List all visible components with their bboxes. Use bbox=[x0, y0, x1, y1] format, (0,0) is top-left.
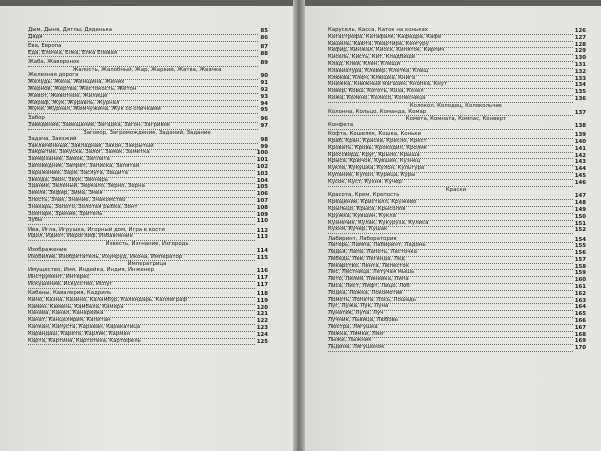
entry-page-number: 120 bbox=[256, 304, 268, 311]
entry-text: Книжка, Книжный магазин, Кнопка, Кнут bbox=[328, 81, 573, 89]
entry-page-number: 170 bbox=[574, 345, 586, 352]
entry-text: Знахарь, Золото, Золотая рыбка, Зонт bbox=[28, 204, 255, 212]
entry-page-number: 166 bbox=[574, 318, 586, 325]
entry-text: Кружка, Кувшин, Кукла bbox=[328, 213, 573, 221]
entry-page-number: 138 bbox=[574, 123, 586, 130]
index-entry bbox=[28, 339, 268, 346]
entry-page-number: 162 bbox=[574, 290, 586, 297]
entry-page-number: 158 bbox=[574, 263, 586, 270]
entry-text: Льдина, Лягушонок bbox=[328, 344, 573, 352]
entry-page-number: 161 bbox=[574, 284, 586, 291]
entry-text: Кабаны, Кавалерия, Кадриль bbox=[28, 290, 255, 298]
entry-page-number: 150 bbox=[574, 213, 586, 220]
entry-text: Дым, Дыня, Дятлы, Дяденька bbox=[28, 27, 258, 35]
entry-text: Лабиринт, Лаборатория bbox=[328, 236, 573, 244]
entry-text: Ковер, Ковш, Коготь, Коза, Козел bbox=[328, 88, 573, 96]
entry-page-number: 147 bbox=[574, 193, 586, 200]
entry-page-number: 164 bbox=[574, 304, 586, 311]
entry-text: Купание, Купол, Курица, Куры bbox=[328, 172, 573, 180]
entry-text: Крыса, Крючок, Кувшин, Кузнец bbox=[328, 158, 573, 166]
entry-page-number: 148 bbox=[574, 200, 586, 207]
entry-page-number: 97 bbox=[260, 123, 268, 130]
index-letter-group bbox=[328, 237, 586, 353]
entry-page-number: 141 bbox=[574, 145, 586, 152]
entry-page-number: 124 bbox=[256, 331, 268, 338]
entry-page-number: 89 bbox=[260, 59, 268, 66]
entry-text: Крыльцо, Крыса, Крысолов bbox=[328, 206, 573, 214]
entry-text: Кашель, Каюта, Квартира, Кенгуру bbox=[328, 41, 573, 49]
entry-page-number: 96 bbox=[260, 116, 268, 123]
entry-page-number: 133 bbox=[574, 75, 586, 82]
entry-page-number: 139 bbox=[574, 132, 586, 139]
entry-text: Колокол, Колодец, Колокольчик bbox=[409, 102, 503, 109]
entry-text: Луг, Лужа, Лук, Луна bbox=[328, 303, 573, 311]
entry-page-number: 169 bbox=[574, 338, 586, 345]
entry-page-number: 94 bbox=[260, 100, 268, 107]
entry-text: Клюква, Ключ, Клюшка, Книга bbox=[328, 75, 573, 83]
left-page bbox=[0, 6, 296, 451]
entry-text: Ляжка, Лямки, Лязг bbox=[328, 331, 573, 339]
entry-page-number: 168 bbox=[574, 331, 586, 338]
index-entry bbox=[28, 255, 268, 262]
entry-text: Ладья, Лапа, Лапоть, Ласточка bbox=[328, 249, 573, 257]
entry-page-number: 128 bbox=[574, 41, 586, 48]
entry-page-number: 156 bbox=[574, 250, 586, 257]
index-entry bbox=[28, 218, 268, 225]
entry-text: Изобилие, Изобретатель, Изумруд, Икона, Император bbox=[28, 254, 255, 262]
entry-page-number: 91 bbox=[260, 80, 268, 87]
entry-page-number: 109 bbox=[256, 211, 268, 218]
entry-text: Железная дорога bbox=[28, 72, 258, 80]
entry-page-number: 106 bbox=[256, 191, 268, 198]
entry-text: Зубы bbox=[28, 217, 255, 225]
entry-page-number: 85 bbox=[260, 28, 268, 34]
entry-page-number: 152 bbox=[574, 227, 586, 234]
entry-page-number: 134 bbox=[574, 82, 586, 89]
entry-text: Еда, Ёлочка, Ёлка, Ёлка Еловая bbox=[28, 50, 258, 58]
entry-page-number: 114 bbox=[256, 247, 268, 254]
entry-page-number: 125 bbox=[256, 338, 268, 345]
index-letter-group bbox=[328, 28, 586, 130]
index-entry bbox=[28, 282, 268, 289]
entry-text: Кровать, Кровь, Крокодил, Кролик bbox=[328, 145, 573, 153]
entry-page-number: 92 bbox=[260, 86, 268, 93]
entry-page-number: 123 bbox=[256, 324, 268, 331]
entry-text: Жаба, Жаворонок bbox=[28, 59, 258, 67]
entry-page-number: 135 bbox=[574, 89, 586, 96]
entry-text: Задача, Заезжий bbox=[28, 136, 258, 144]
entry-text: Лебедь, Лев, Легенда, Лед bbox=[328, 256, 573, 264]
entry-text: Лагерь, Лампа, Лабиринт, Ладонь bbox=[328, 242, 573, 250]
entry-page-number: 130 bbox=[574, 55, 586, 62]
entry-page-number: 165 bbox=[574, 311, 586, 318]
entry-text: Искушение, Искусство, Испуг bbox=[28, 281, 255, 289]
entry-text: Лето, Лилия, Линейка, Липа bbox=[328, 276, 573, 284]
entry-page-number: 157 bbox=[574, 256, 586, 263]
entry-text: Карта, Картина, Картотека, Картофель bbox=[28, 338, 255, 346]
entry-page-number: 95 bbox=[260, 107, 268, 114]
entry-text: Зоопарк, Зрение, Зритель bbox=[28, 211, 255, 219]
entry-page-number: 155 bbox=[574, 243, 586, 250]
entry-page-number: 110 bbox=[256, 218, 268, 225]
entry-text: Канава, Канал, Канарейка bbox=[28, 310, 255, 318]
entry-page-number: 100 bbox=[256, 150, 268, 157]
entry-page-number: 93 bbox=[260, 93, 268, 100]
index-entry bbox=[28, 51, 268, 58]
entry-text: Канат, Канцелярия, Капитан bbox=[28, 317, 255, 325]
entry-text: Кисель, Кисть, Кит, Кладбище bbox=[328, 54, 573, 62]
entry-text: Лодка, Ложка, Локомотив bbox=[328, 290, 573, 298]
entry-page-number: 88 bbox=[260, 50, 268, 57]
entry-text: Кожа, Колено, Колесо, Колесница bbox=[328, 95, 573, 103]
entry-text: Кофта, Кошелек, Кошка, Коньки bbox=[328, 131, 573, 139]
left-index-column bbox=[28, 28, 268, 348]
entry-text: Жалость, Жалобный, Жар, Жаркий, Жатва, Жвачка bbox=[72, 66, 222, 73]
entry-text: Люстра, Лягушка bbox=[328, 324, 573, 332]
entry-page-number: 87 bbox=[260, 43, 268, 50]
entry-page-number: 126 bbox=[574, 28, 586, 34]
entry-text: Камин, Камень, Камбала, Камера bbox=[28, 304, 255, 312]
index-entry bbox=[28, 123, 268, 130]
entry-text: Заключённый, Закладная, Закон, Закрытый bbox=[28, 143, 258, 151]
entry-text: Заведение, Завещание, Загадка, Загон, Загривок bbox=[28, 122, 258, 130]
entry-text: Заговор, Загромождение, Заданий, Задание bbox=[83, 130, 211, 137]
entry-page-number: 131 bbox=[574, 61, 586, 68]
entry-page-number: 127 bbox=[574, 34, 586, 41]
entry-page-number: 90 bbox=[260, 73, 268, 80]
entry-text: Желудь, Жена, Женщина, Жених bbox=[28, 79, 258, 87]
entry-text: Лыжи, Лыжник bbox=[328, 337, 573, 345]
entry-page-number: 107 bbox=[256, 198, 268, 205]
entry-text: Комета, Комната, Компас, Конверт bbox=[405, 116, 507, 123]
index-entry bbox=[28, 107, 268, 114]
entry-text: Лекарство, Лента, Лепесток bbox=[328, 263, 573, 271]
book-spine-gutter bbox=[293, 0, 305, 451]
entry-text: Кусок, Куст, Кухня, Кучер bbox=[328, 179, 573, 187]
entry-text: Жираф, Жук, Журавль, Журнал bbox=[28, 100, 258, 108]
right-page bbox=[302, 6, 601, 451]
index-entry bbox=[328, 345, 586, 352]
entry-page-number: 116 bbox=[256, 268, 268, 275]
entry-text: Известь, Изгнание, Изгородь bbox=[105, 241, 189, 248]
entry-text: Жуки, Журнал, Жемчужина, Жук со спичками bbox=[28, 106, 258, 114]
entry-text: Земля, Зефир, Зима, Змея bbox=[28, 190, 255, 198]
entry-text: Закрытие, Закуска, Залог, Замок, Заметка bbox=[28, 149, 255, 157]
entry-page-number: 160 bbox=[574, 277, 586, 284]
entry-text: Инструмент, Интерес bbox=[28, 274, 255, 282]
entry-text: Забор bbox=[28, 115, 258, 123]
entry-page-number: 103 bbox=[256, 170, 268, 177]
index-entry bbox=[28, 60, 268, 67]
entry-page-number: 122 bbox=[256, 318, 268, 325]
entry-page-number: 101 bbox=[256, 157, 268, 164]
entry-page-number: 99 bbox=[260, 143, 268, 150]
entry-page-number: 163 bbox=[574, 297, 586, 304]
entry-page-number: 146 bbox=[574, 179, 586, 186]
entry-text: Кефир, Кинжал, Киоск, Кипяток, Кирпич bbox=[328, 47, 573, 55]
entry-page-number: 119 bbox=[256, 297, 268, 304]
entry-page-number: 142 bbox=[574, 152, 586, 159]
index-letter-group bbox=[328, 132, 586, 234]
entry-text: Карандаш, Карета, Карлик, Карман bbox=[28, 331, 255, 339]
right-index-column bbox=[328, 28, 586, 354]
index-entry bbox=[28, 234, 268, 241]
entry-text: Жернов, Жертва, Жестокость, Жетон bbox=[28, 86, 258, 94]
entry-text: Колонна, Кольцо, Команда, Комар bbox=[328, 109, 573, 117]
entry-page-number: 132 bbox=[574, 68, 586, 75]
entry-text: Лунатик, Лупа, Луч bbox=[328, 310, 573, 318]
entry-text: Заповедник, Запрет, Записка, Запятая bbox=[28, 163, 255, 171]
entry-page-number: 145 bbox=[574, 173, 586, 180]
entry-text: Живот, Животное, Жилище bbox=[28, 93, 258, 101]
entry-page-number: 136 bbox=[574, 95, 586, 102]
entry-page-number: 108 bbox=[256, 204, 268, 211]
index-letter-group bbox=[28, 228, 268, 289]
entry-page-number: 112 bbox=[256, 227, 268, 234]
index-letter-group bbox=[28, 291, 268, 345]
entry-page-number: 137 bbox=[574, 109, 586, 116]
index-entry bbox=[328, 180, 586, 187]
entry-text: Клавиатура, Клевер, Клетка, Клещ bbox=[328, 68, 573, 76]
entry-page-number: 117 bbox=[256, 281, 268, 288]
entry-page-number: 104 bbox=[256, 177, 268, 184]
entry-text: Клад, Клей, Клен, Клещи bbox=[328, 61, 573, 69]
entry-page-number: 140 bbox=[574, 139, 586, 146]
entry-text: Лучник, Львица, Любовь bbox=[328, 317, 573, 325]
entry-page-number: 117 bbox=[256, 275, 268, 282]
entry-text: Капкан, Капуста, Караван, Каракатица bbox=[28, 324, 255, 332]
entry-text: Злость, Знак, Знание, Знакомство bbox=[28, 197, 255, 205]
entry-page-number: 151 bbox=[574, 220, 586, 227]
entry-text: Кроссворд, Круг, Крыло, Крыша bbox=[328, 152, 573, 160]
entry-text: Ива, Игла, Игрушка, Игорный дом, Игра в кости bbox=[28, 227, 255, 235]
entry-text: Дядя bbox=[28, 34, 258, 42]
entry-text: Имущество, Имя, Индейка, Индия, Инженер bbox=[28, 267, 255, 275]
entry-page-number: 154 bbox=[574, 236, 586, 243]
entry-text: Красота, Крем, Крепость bbox=[328, 192, 573, 200]
entry-text: Изображение bbox=[28, 247, 255, 255]
entry-text: Ломоть, Лопата, Лось, Лошадь bbox=[328, 297, 573, 305]
entry-page-number: 118 bbox=[256, 290, 268, 297]
entry-text: Лес, Лестница, Летучая мышь bbox=[328, 269, 573, 277]
entry-text: Идол, Идиот, Иероглиф, Избавление bbox=[28, 233, 255, 241]
entry-text: Заражение, Заря, Заслуга, Защита bbox=[28, 170, 255, 178]
entry-text: Кузнечик, Кулак, Кукуруза, Кулиса bbox=[328, 220, 573, 228]
entry-text: Кукла, Кукушка, Кулон, Культура bbox=[328, 165, 573, 173]
index-letter-group bbox=[28, 28, 268, 42]
entry-text: Карусель, Касса, Каток на коньках bbox=[328, 27, 573, 35]
entry-text: Краб, Кран, Краска, Кресло, Крест bbox=[328, 138, 573, 146]
entry-page-number: 167 bbox=[574, 324, 586, 331]
entry-text: Звезда, Звон, Звук, Звонарь bbox=[28, 177, 255, 185]
entry-text: Ева, Европа bbox=[28, 43, 258, 51]
entry-text: Императрица bbox=[127, 261, 167, 268]
entry-text: Лиса, Лист, Лифт, Лицо, Лоб bbox=[328, 283, 573, 291]
index-entry bbox=[328, 110, 586, 117]
entry-page-number: 143 bbox=[574, 159, 586, 166]
entry-page-number: 113 bbox=[256, 234, 268, 241]
entry-page-number: 115 bbox=[256, 254, 268, 261]
entry-page-number: 105 bbox=[256, 184, 268, 191]
entry-page-number: 129 bbox=[574, 48, 586, 55]
entry-text: Замерзание, Замок, Заплата bbox=[28, 156, 255, 164]
entry-page-number: 102 bbox=[256, 164, 268, 171]
entry-text: Кухня, Кучер, Кушак bbox=[328, 226, 573, 234]
entry-text: Крещение, Кристалл, Кружево bbox=[328, 199, 573, 207]
entry-page-number: 98 bbox=[260, 136, 268, 143]
entry-text: Кино, Казна, Казино, Каламбур, Календарь, Каллиграф bbox=[28, 297, 255, 305]
entry-page-number: 144 bbox=[574, 166, 586, 173]
entry-text: Краски bbox=[445, 186, 467, 193]
entry-text: Здание, Зеленый, Зеркало, Зерно, Зерна bbox=[28, 183, 255, 191]
index-entry bbox=[328, 123, 586, 130]
entry-page-number: 159 bbox=[574, 270, 586, 277]
index-entry bbox=[328, 96, 586, 103]
entry-page-number: 86 bbox=[260, 34, 268, 41]
index-letter-group bbox=[28, 116, 268, 225]
entry-page-number: 121 bbox=[256, 311, 268, 318]
index-letter-group bbox=[28, 44, 268, 58]
index-letter-group bbox=[28, 60, 268, 114]
index-entry bbox=[328, 227, 586, 234]
entry-page-number: 149 bbox=[574, 207, 586, 214]
entry-text: Катастрофа, Катафалк, Кафедра, Кафе bbox=[328, 34, 573, 42]
index-entry bbox=[28, 35, 268, 42]
entry-text: Конфета bbox=[328, 122, 573, 130]
